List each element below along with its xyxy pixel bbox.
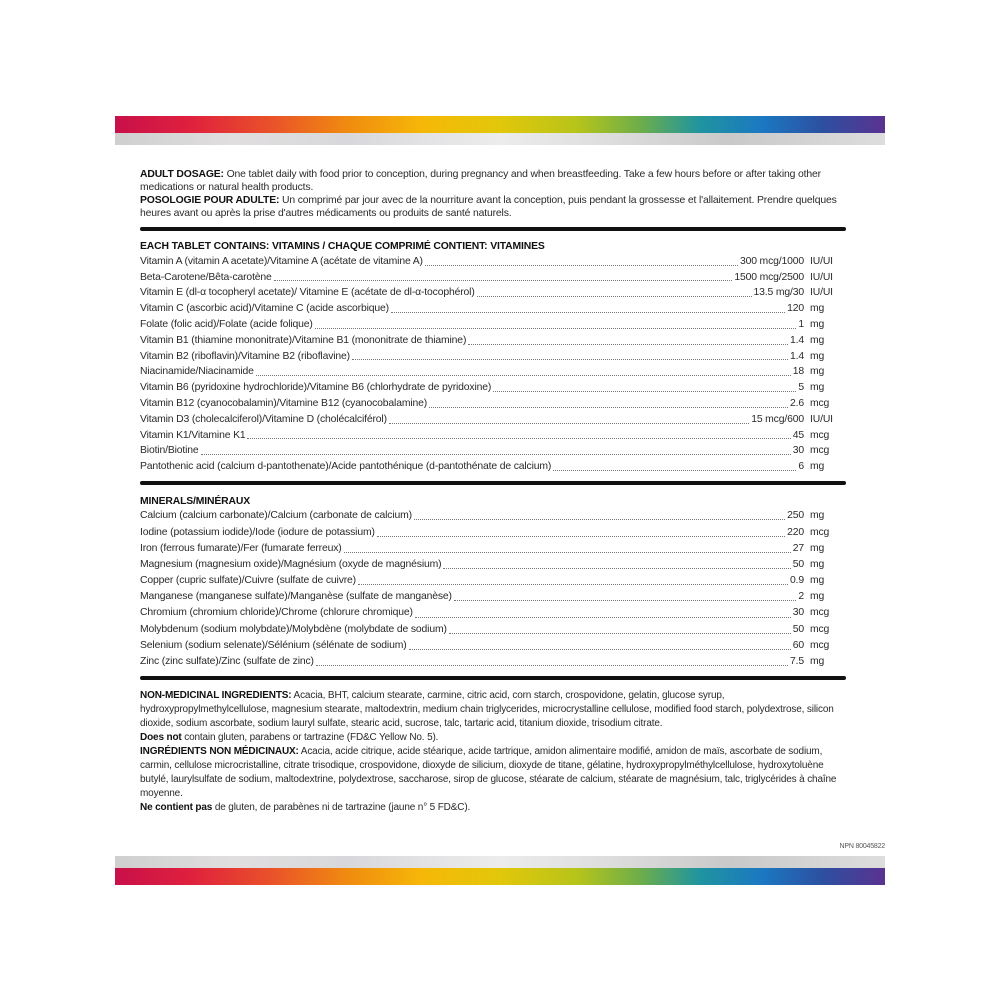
ingredient-unit: mg bbox=[810, 382, 825, 394]
dot-leader bbox=[389, 422, 749, 424]
ingredient-unit: mg bbox=[810, 366, 825, 378]
ingredient-unit: mg bbox=[810, 575, 825, 587]
vitamin-row bbox=[140, 459, 846, 475]
vitamins-title: EACH TABLET CONTAINS: VITAMINS / CHAQUE COMPRIMÉ CONTIENT: VITAMINES bbox=[140, 241, 545, 253]
vitamin-row bbox=[140, 443, 846, 459]
ingredient-unit: mcg bbox=[810, 607, 830, 619]
dot-leader bbox=[553, 469, 796, 471]
ingredient-amount: 6 bbox=[798, 461, 804, 473]
ingredient-name: Biotin/Biotine bbox=[140, 445, 199, 457]
ingredient-unit: mg bbox=[810, 350, 825, 362]
divider bbox=[140, 676, 846, 680]
dot-leader bbox=[443, 567, 790, 569]
ingredient-amount: 1.4 bbox=[790, 350, 804, 362]
mineral-row bbox=[140, 541, 846, 557]
ingredient-unit: IU/UI bbox=[810, 413, 833, 425]
ingredient-amount: 1500 mcg/2500 bbox=[734, 271, 804, 283]
mineral-row bbox=[140, 638, 846, 654]
ingredient-name: Beta-Carotene/Bêta-carotène bbox=[140, 271, 272, 283]
ingredient-unit: IU/UI bbox=[810, 271, 833, 283]
divider bbox=[140, 481, 846, 485]
ingredient-amount: 27 bbox=[792, 542, 804, 554]
ingredient-amount: 1 bbox=[798, 318, 804, 330]
ingredient-amount: 50 bbox=[792, 623, 804, 635]
ingredient-amount: 300 mcg/1000 bbox=[739, 255, 804, 267]
dosage-en bbox=[140, 168, 846, 194]
minerals-title: MINERALS/MINÉRAUX bbox=[140, 495, 251, 507]
ingredient-name: Magnesium (magnesium oxide)/Magnésium (oxyde de magnésium) bbox=[140, 558, 442, 570]
ingredient-unit: mcg bbox=[810, 429, 830, 441]
ingredient-unit: mg bbox=[810, 542, 825, 554]
bottom-grey-band bbox=[115, 856, 885, 868]
ingredient-amount: 18 bbox=[792, 366, 804, 378]
ingredient-name: Molybdenum (sodium molybdate)/Molybdène (molybdate de sodium) bbox=[140, 623, 447, 635]
ingredient-unit: mcg bbox=[810, 623, 830, 635]
dosage-fr-text: Un comprimé par jour avec de la nourriture avant la conception, puis pendant la grossesse et l'allaitement. Prendre quelques heures avant ou après la prise d'autres médicaments ou produits de santé naturels. bbox=[140, 195, 837, 220]
ingredient-unit: mg bbox=[810, 303, 825, 315]
ingredient-unit: mcg bbox=[810, 397, 830, 409]
free-from-en-text: contain gluten, parabens or tartrazine (FD&C Yellow No. 5). bbox=[181, 732, 439, 744]
vitamin-row bbox=[140, 380, 846, 396]
dot-leader bbox=[468, 343, 788, 345]
ingredient-name: Vitamin B12 (cyanocobalamin)/Vitamine B12 (cyanocobalamine) bbox=[140, 397, 428, 409]
ingredient-unit: mg bbox=[810, 318, 825, 330]
dot-leader bbox=[315, 327, 797, 329]
ingredient-amount: 13.5 mg/30 bbox=[753, 287, 804, 299]
ingredient-unit: mg bbox=[810, 558, 825, 570]
ingredient-amount: 50 bbox=[792, 558, 804, 570]
mineral-row bbox=[140, 622, 846, 638]
ingredient-unit: mcg bbox=[810, 526, 830, 538]
ingredient-name: Vitamin C (ascorbic acid)/Vitamine C (acide ascorbique) bbox=[140, 303, 389, 315]
ingredient-amount: 2.6 bbox=[790, 397, 804, 409]
ingredient-unit: mg bbox=[810, 656, 825, 668]
ingredient-amount: 120 bbox=[787, 303, 804, 315]
non-medicinal-fr bbox=[140, 745, 846, 801]
dot-leader bbox=[352, 358, 788, 360]
ingredient-amount: 220 bbox=[787, 526, 804, 538]
vitamin-row bbox=[140, 396, 846, 412]
ingredient-name: Selenium (sodium selenate)/Sélénium (sélénate de sodium) bbox=[140, 639, 407, 651]
ingredient-amount: 30 bbox=[792, 607, 804, 619]
mineral-row bbox=[140, 605, 846, 621]
ingredient-amount: 2 bbox=[798, 591, 804, 603]
dot-leader bbox=[316, 664, 788, 666]
vitamin-row bbox=[140, 301, 846, 317]
ingredient-unit: mg bbox=[810, 461, 825, 473]
ingredient-unit: mcg bbox=[810, 445, 830, 457]
ingredient-amount: 60 bbox=[792, 639, 804, 651]
ingredient-unit: mg bbox=[810, 510, 825, 522]
non-medicinal-en bbox=[140, 689, 846, 731]
vitamins-list bbox=[140, 254, 846, 475]
ingredient-amount: 45 bbox=[792, 429, 804, 441]
vitamin-row bbox=[140, 317, 846, 333]
ingredient-name: Copper (cupric sulfate)/Cuivre (sulfate de cuivre) bbox=[140, 575, 356, 587]
free-from-en bbox=[140, 731, 846, 745]
ingredient-amount: 250 bbox=[787, 510, 804, 522]
vitamin-row bbox=[140, 412, 846, 428]
non-medicinal-en-text: Acacia, BHT, calcium stearate, carmine, citric acid, corn starch, crospovidone, gelatin, glucose syrup, hydroxypropylmethylcellulose, magnesium stearate, maltodextrin, medium chain triglycerides, microcrystalline cellulose, modified food starch, polydextrose, silicon dioxide, sodium ascorbate, sodium lauryl sulfate, stearic acid, sucrose, talc, tartaric acid, titanium dioxide, trisodium citrate. bbox=[140, 690, 834, 730]
ingredient-name: Folate (folic acid)/Folate (acide folique) bbox=[140, 318, 313, 330]
vitamin-row bbox=[140, 254, 846, 270]
dosage-fr bbox=[140, 194, 846, 220]
dosage-en-text: One tablet daily with food prior to conception, during pregnancy and when breastfeeding. Take a few hours before or after taking other medications or natural health products. bbox=[140, 169, 821, 194]
non-medicinal-fr-label: INGRÉDIENTS NON MÉDICINAUX: bbox=[140, 746, 299, 758]
dot-leader bbox=[429, 406, 788, 408]
dosage-en-label: ADULT DOSAGE: bbox=[140, 169, 224, 180]
dot-leader bbox=[414, 518, 785, 520]
ingredient-name: Vitamin B1 (thiamine mononitrate)/Vitamine B1 (mononitrate de thiamine) bbox=[140, 334, 467, 346]
ingredient-name: Vitamin B6 (pyridoxine hydrochloride)/Vitamine B6 (chlorhydrate de pyridoxine) bbox=[140, 382, 492, 394]
dot-leader bbox=[454, 599, 797, 601]
minerals-list bbox=[140, 508, 846, 670]
ingredient-unit: mcg bbox=[810, 639, 830, 651]
bottom-rainbow-band bbox=[115, 868, 885, 885]
free-from-fr-text: de gluten, de parabènes ni de tartrazine (jaune n° 5 FD&C). bbox=[212, 802, 471, 814]
ingredient-name: Pantothenic acid (calcium d-pantothenate)/Acide pantothénique (d-pantothénate de calcium) bbox=[140, 461, 552, 473]
ingredient-name: Vitamin A (vitamin A acetate)/Vitamine A (acétate de vitamine A) bbox=[140, 255, 423, 267]
divider bbox=[140, 227, 846, 231]
dot-leader bbox=[391, 311, 785, 313]
dot-leader bbox=[274, 279, 733, 281]
ingredient-amount: 30 bbox=[792, 445, 804, 457]
ingredient-amount: 0.9 bbox=[790, 575, 804, 587]
ingredient-name: Iron (ferrous fumarate)/Fer (fumarate ferreux) bbox=[140, 542, 342, 554]
mineral-row bbox=[140, 589, 846, 605]
dot-leader bbox=[247, 437, 790, 439]
dot-leader bbox=[377, 535, 785, 537]
vitamin-row bbox=[140, 270, 846, 286]
vitamin-row bbox=[140, 333, 846, 349]
mineral-row bbox=[140, 508, 846, 524]
dot-leader bbox=[409, 648, 791, 650]
ingredient-name: Vitamin D3 (cholecalciferol)/Vitamine D (cholécalciférol) bbox=[140, 413, 387, 425]
free-from-fr bbox=[140, 801, 846, 815]
dot-leader bbox=[477, 295, 752, 297]
vitamin-row bbox=[140, 285, 846, 301]
ingredient-name: Manganese (manganese sulfate)/Manganèse (sulfate de manganèse) bbox=[140, 591, 452, 603]
ingredient-name: Vitamin B2 (riboflavin)/Vitamine B2 (riboflavine) bbox=[140, 350, 350, 362]
non-medicinal-en-label: NON-MEDICINAL INGREDIENTS: bbox=[140, 690, 292, 702]
top-rainbow-band bbox=[115, 116, 885, 133]
dot-leader bbox=[493, 390, 796, 392]
mineral-row bbox=[140, 525, 846, 541]
ingredient-name: Niacinamide/Niacinamide bbox=[140, 366, 254, 378]
vitamin-row bbox=[140, 349, 846, 365]
ingredient-amount: 5 bbox=[798, 382, 804, 394]
dosage-fr-label: POSOLOGIE POUR ADULTE: bbox=[140, 195, 280, 207]
ingredient-unit: mg bbox=[810, 334, 825, 346]
vitamin-row bbox=[140, 364, 846, 380]
vitamin-row bbox=[140, 428, 846, 444]
free-from-fr-label: Ne contient pas bbox=[140, 802, 213, 814]
ingredient-amount: 1.4 bbox=[790, 334, 804, 346]
ingredient-name: Iodine (potassium iodide)/Iode (iodure de potassium) bbox=[140, 526, 375, 538]
non-medicinal-fr-text: Acacia, acide citrique, acide stéarique, acide tartrique, amidon alimentaire modifié, amidon de maïs, ascorbate de sodium, carmin, cellulose microcristalline, citrate trisodique, crospovidone, dioxyde de silicium, dioxyde de titane, gélatine, hydroxypropylméthylcellulose, hydroxytoluène butylé, laurylsulfate de sodium, maltodextrine, polydextrose, saccharose, sirop de glucose, stéarate de calcium, stéarate de magnésium, talc, triglycérides à chaîne moyenne. bbox=[140, 746, 837, 800]
ingredient-amount: 15 mcg/600 bbox=[751, 413, 804, 425]
mineral-row bbox=[140, 557, 846, 573]
free-from-en-label: Does not bbox=[140, 732, 182, 744]
dot-leader bbox=[344, 551, 791, 553]
npn-number: NPN 80045822 bbox=[839, 843, 885, 850]
mineral-row bbox=[140, 654, 846, 670]
dot-leader bbox=[201, 453, 791, 455]
ingredient-name: Vitamin E (dl-α tocopheryl acetate)/ Vitamine E (acétate de dl-α-tocophérol) bbox=[140, 287, 475, 299]
ingredient-amount: 7.5 bbox=[790, 656, 804, 668]
mineral-row bbox=[140, 573, 846, 589]
ingredient-unit: mg bbox=[810, 591, 825, 603]
ingredient-unit: IU/UI bbox=[810, 287, 833, 299]
ingredient-name: Vitamin K1/Vitamine K1 bbox=[140, 429, 246, 441]
ingredient-name: Zinc (zinc sulfate)/Zinc (sulfate de zinc) bbox=[140, 656, 314, 668]
top-grey-band bbox=[115, 133, 885, 145]
dot-leader bbox=[449, 632, 791, 634]
dot-leader bbox=[256, 374, 791, 376]
dot-leader bbox=[425, 264, 738, 266]
dot-leader bbox=[358, 583, 788, 585]
dot-leader bbox=[415, 616, 791, 618]
ingredient-name: Calcium (calcium carbonate)/Calcium (carbonate de calcium) bbox=[140, 510, 412, 522]
ingredient-name: Chromium (chromium chloride)/Chrome (chlorure chromique) bbox=[140, 607, 413, 619]
ingredient-unit: IU/UI bbox=[810, 255, 833, 267]
label-content bbox=[140, 168, 846, 815]
